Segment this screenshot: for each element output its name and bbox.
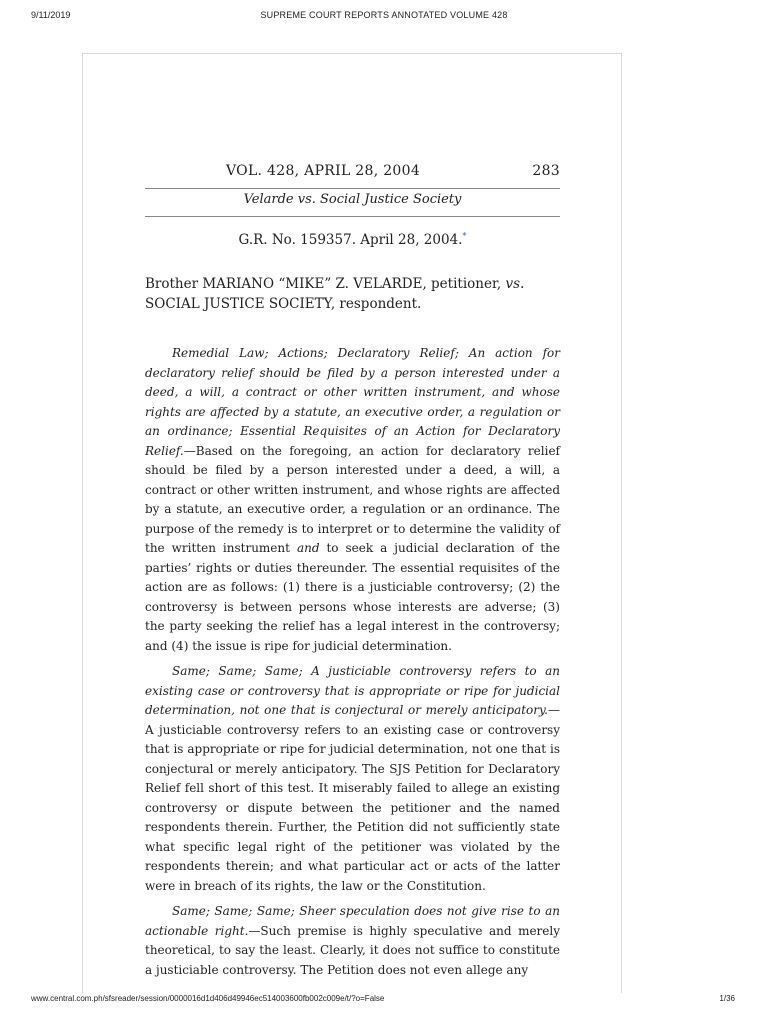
petitioner-name: Brother MARIANO “MIKE” Z. VELARDE: [145, 276, 423, 292]
header-rule-bottom: [145, 216, 560, 217]
versus: vs.: [505, 276, 525, 292]
print-date: 9/11/2019: [31, 10, 71, 20]
case-parties: [145, 274, 560, 314]
gr-number: G.R. No. 159357. April 28, 2004.: [238, 232, 463, 248]
syllabus-paragraph: [145, 902, 560, 980]
page-number: 283: [532, 163, 560, 179]
footnote-link[interactable]: *: [462, 231, 467, 241]
print-title: SUPREME COURT REPORTS ANNOTATED VOLUME 428: [260, 10, 508, 20]
print-page-count: 1/36: [719, 994, 735, 1003]
syllabus-paragraph: [145, 344, 560, 656]
print-header: [0, 10, 768, 24]
syllabus-paragraph: [145, 662, 560, 896]
case-short-title: Velarde vs. Social Justice Society: [243, 192, 462, 207]
syllabus-heading: Same; Same; Same; Sheer speculation does not give rise to an actionable right.: [145, 904, 560, 938]
syllabus-body: —Such premise is highly speculative and merely theoretical, to say the least. Clearly, it does not suffice to constitute a justiciable controversy. The Petition does not even allege any: [145, 923, 561, 977]
gr-number-line: [145, 232, 560, 248]
respondent-name: SOCIAL JUSTICE SOCIETY: [145, 296, 331, 312]
respondent-label: , respondent.: [330, 296, 422, 312]
print-footer: [0, 994, 768, 1008]
print-url: www.central.com.ph/sfsreader/session/0000016d1d406d49946ec514003600fb002c009e/t/?o=False: [31, 994, 385, 1003]
syllabus: [145, 344, 560, 986]
volume-date: VOL. 428, APRIL 28, 2004: [226, 163, 421, 179]
header-rule-top: [145, 188, 560, 189]
petitioner-label: , petitioner,: [422, 276, 502, 292]
syllabus-body: —Based on the foregoing, an action for declaratory relief should be filed by a person interested under a deed, a will, a contract or other written instrument, and whose rights are affected by a statute, an executive order, a regulation or an ordinance. The purpose of the remedy is to interpret or to determine the validity of the written instrument: [145, 443, 560, 555]
syllabus-body: to seek a judicial declaration of the parties’ rights or duties thereunder. The essential requisites of the action are as follows: (1) there is a justiciable controversy; (2) the controversy is between persons whose interests are adverse; (3) the party seeking the relief has a legal interest in the controversy; and (4) the issue is ripe for judicial determination.: [145, 541, 560, 653]
syllabus-heading: Remedial Law; Actions; Declaratory Relief; An action for declaratory relief should be filed by a person interested under a deed, a will, a contract or other written instrument, and whose rights are affected by a statute, an executive order, a regulation or an ordinance; Essential Requisites of an Action for Declaratory Relief.: [145, 346, 560, 458]
syllabus-heading: Same; Same; Same; A justiciable controversy refers to an existing case or controversy that is appropriate or ripe for judicial determination, not one that is conjectural or merely anticipatory.: [145, 664, 560, 717]
syllabus-body: —A justiciable controversy refers to an existing case or controversy that is appropriate or ripe for judicial determination, not one that is conjectural or merely anticipatory. The SJS Petition for Declaratory Relief fell short of this test. It miserably failed to allege an existing controversy or dispute between the petitioner and the named respondents therein. Further, the Petition did not sufficiently state what specific legal right of the petitioner was violated by the respondents therein; and what particular act or acts of the latter were in breach of its rights, the law or the Constitution.: [145, 703, 560, 893]
syllabus-body-emphasis: and: [296, 541, 320, 555]
running-head: [145, 163, 560, 183]
